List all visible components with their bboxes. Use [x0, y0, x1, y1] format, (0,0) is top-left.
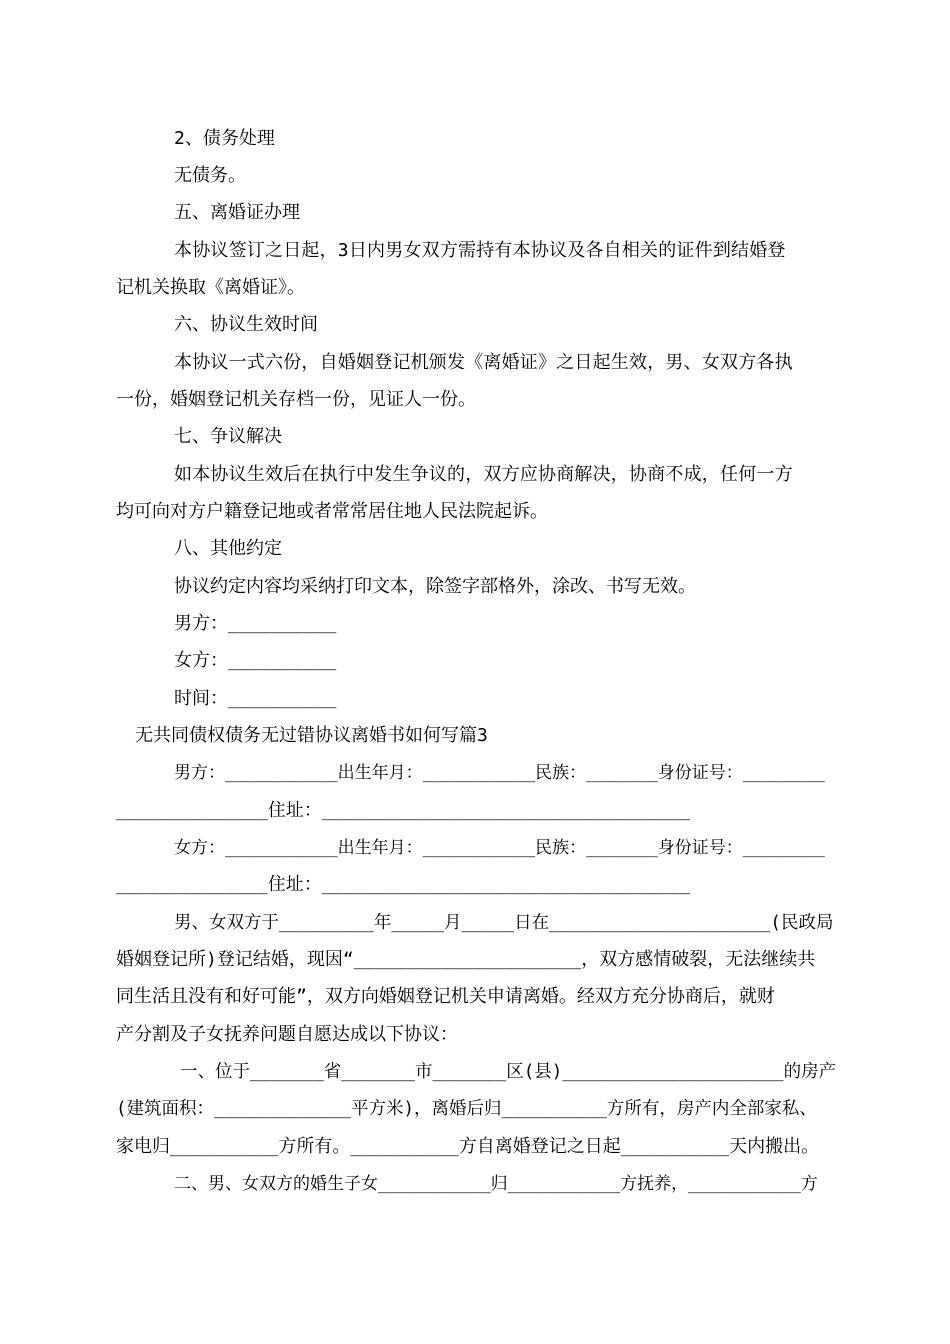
paragraph-line: 如本协议生效后在执行中发生争议的，双方应协商解决，协商不成，任何一方 [174, 464, 793, 485]
paragraph-line: 一份，婚姻登记机关存档一份，见证人一份。 [116, 389, 476, 410]
paragraph-line: 家电归__________方所有。__________方自离婚登记之日起__________天内搬出。 [116, 1136, 820, 1157]
paragraph-line: 二、男、女双方的婚生子女___________归___________方抚养，___________方 [174, 1174, 818, 1194]
paragraph-line: 男、女双方于_________年_____月_____日在_____________________(民政局 [174, 913, 834, 933]
section-heading: 七、争议解决 [174, 426, 282, 447]
section-heading: 五、离婚证办理 [174, 202, 300, 223]
paragraph-line: (建筑面积：_____________平方米)，离婚后归__________方所有，房产内全部家私、 [116, 1099, 817, 1119]
paragraph-line: 本协议一式六份，自婚姻登记机颁发《离婚证》之日起生效，男、女双方各执 [174, 352, 793, 373]
section-heading: 六、协议生效时间 [174, 314, 318, 335]
section-heading: 八、其他约定 [174, 538, 282, 559]
party-info-female-address: ______________住址：__________________________________ [116, 874, 691, 895]
party-info-male-address: ______________住址：__________________________________ [116, 800, 691, 821]
party-info-female: 女方：___________出生年月：___________民族：_______身份证号：________ [174, 838, 825, 858]
signature-line-female: 女方：__________ [174, 650, 337, 671]
paragraph-line: 婚姻登记所)登记结婚，现因“_____________________，双方感情破裂，无法继续共 [116, 949, 816, 970]
paragraph-line: 产分割及子女抚养问题自愿达成以下协议： [116, 1024, 458, 1045]
article-title: 无共同债权债务无过错协议离婚书如何写篇3 [135, 725, 488, 746]
paragraph-line: 均可向对方户籍登记地或者常常居住地人民法院起诉。 [116, 501, 548, 522]
party-info-male: 男方：___________出生年月：___________民族：_______身份证号：________ [174, 763, 825, 783]
signature-line-male: 男方：__________ [174, 613, 337, 634]
paragraph-line: 本协议签订之日起，3日内男女双方需持有本协议及各自相关的证件到结婚登 [174, 240, 786, 261]
paragraph-line: 无债务。 [174, 165, 246, 186]
paragraph-line: 一、位于_______省_______市_______区(县)_____________________的房产 [180, 1062, 837, 1082]
paragraph-line: 记机关换取《离婚证》。 [116, 277, 305, 298]
signature-line-date: 时间：__________ [174, 688, 337, 709]
paragraph-line: 协议约定内容均采纳打印文本，除签字部格外，涂改、书写无效。 [174, 576, 696, 597]
section-heading: 2、债务处理 [174, 128, 275, 149]
paragraph-line: 同生活且没有和好可能”，双方向婚姻登记机关申请离婚。经双方充分协商后，就财 [116, 986, 775, 1007]
